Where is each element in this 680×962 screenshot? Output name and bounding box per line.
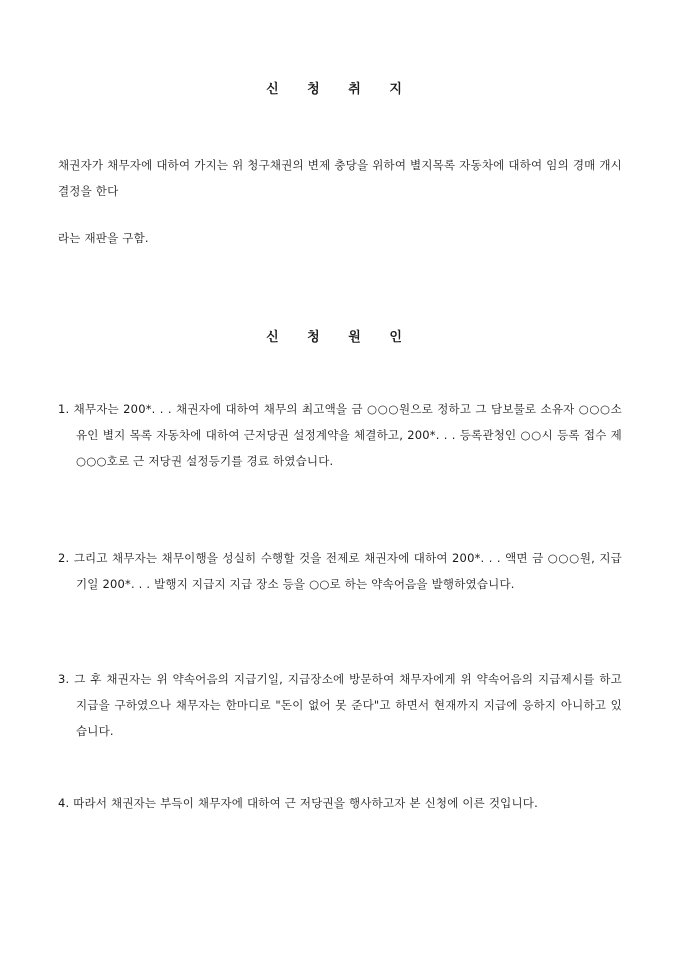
purpose-heading: 신 청 취 지 <box>266 82 414 97</box>
cause-heading: 신 청 원 인 <box>266 330 414 345</box>
cause-item-1: 1. 채무자는 200*. . . 채권자에 대하여 채무의 최고액을 금 ○○○원으로 정하고 그 담보물로 소유자 ○○○소유인 별지 목록 자동차에 대하여 근저당권 설정계약을 체결하고, 200*. . . 등록관청인 ○○시 등록 접수 제 ○○○호로 근 저당권 설정등기를 경료 하였습니다. <box>58 402 622 468</box>
cause-item-3: 3. 그 후 채권자는 위 약속어음의 지급기일, 지급장소에 방문하여 채무자에게 위 약속어음의 지급제시를 하고 지급을 구하였으나 채무자는 한마디로 "돈이 없어 못 준다"고 하면서 현재까지 지급에 응하지 아니하고 있습니다. <box>58 672 622 738</box>
purpose-paragraph: 채권자가 채무자에 대하여 가지는 위 청구채권의 변제 충당을 위하여 별지목록 자동차에 대하여 임의 경매 개시 결정을 한다 <box>58 158 622 198</box>
purpose-closing: 라는 재판을 구함. <box>58 231 149 245</box>
cause-item-4: 4. 따라서 채권자는 부득이 채무자에 대하여 근 저당권을 행사하고자 본 신청에 이른 것입니다. <box>58 796 538 810</box>
cause-item-2: 2. 그리고 채무자는 채무이행을 성실히 수행할 것을 전제로 채권자에 대하여 200*. . . 액면 금 ○○○원, 지급기일 200*. . . 발행지 지급지 지급 장소 등을 ○○로 하는 약속어음을 발행하였습니다. <box>58 551 622 591</box>
